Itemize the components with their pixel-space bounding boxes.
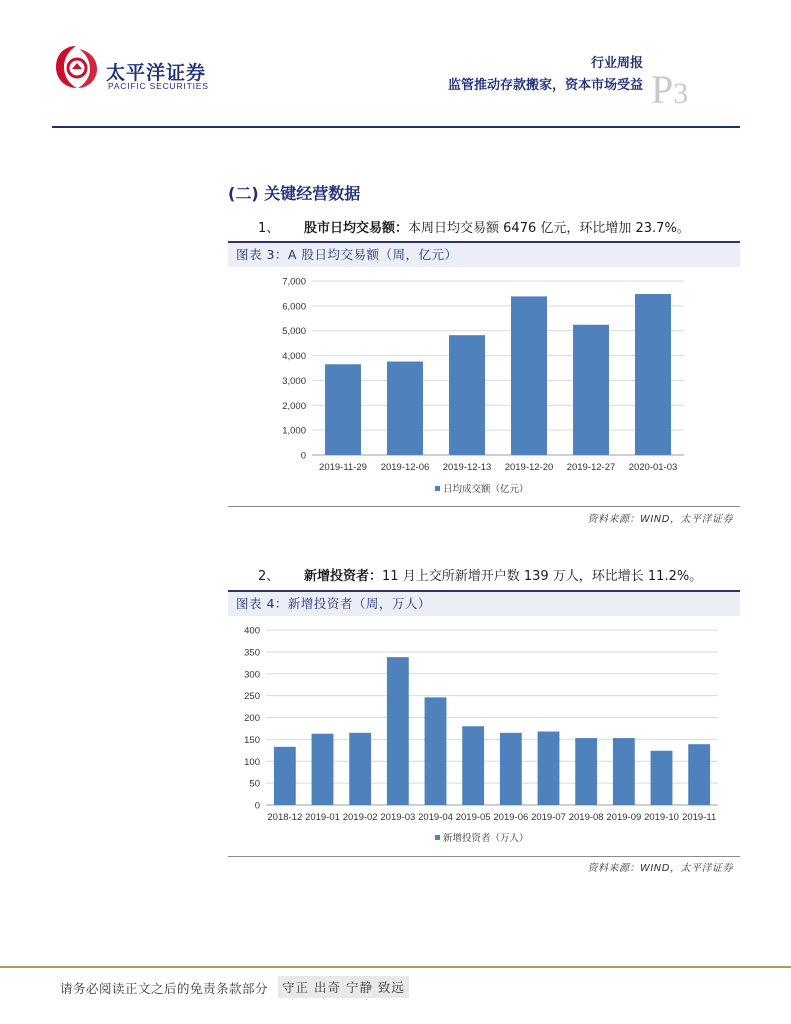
y-tick-label: 3,000 — [282, 375, 306, 387]
bar — [274, 747, 296, 805]
legend-label: 日均成交额（亿元） — [443, 484, 529, 495]
y-tick-label: 50 — [249, 778, 260, 790]
x-tick-label: 2019-10 — [644, 812, 679, 823]
bar — [511, 296, 547, 455]
legend-swatch — [435, 835, 440, 840]
item-text: 本周日均交易额 6476 亿元，环比增加 23.7%。 — [408, 221, 690, 236]
legend-swatch — [435, 486, 440, 491]
x-tick-label: 2019-09 — [606, 812, 642, 823]
y-tick-label: 400 — [244, 625, 260, 637]
page-number — [651, 66, 688, 113]
y-tick-label: 1,000 — [282, 425, 306, 437]
x-tick-label: 2019-12-20 — [504, 462, 554, 473]
bar — [573, 325, 609, 455]
figure-4-chart — [228, 617, 740, 853]
y-tick-label: 200 — [244, 713, 260, 724]
bar — [575, 738, 597, 805]
x-tick-label: 2019-05 — [455, 812, 491, 823]
y-tick-label: 2,000 — [282, 400, 306, 412]
bar — [425, 697, 447, 805]
legend-label: 新增投资者（万人） — [443, 833, 529, 844]
y-tick-label: 6,000 — [282, 301, 306, 313]
x-tick-label: 2019-12-06 — [380, 462, 430, 473]
bar — [449, 335, 485, 455]
bar — [462, 726, 484, 805]
x-tick-label: 2019-04 — [418, 812, 453, 823]
x-tick-label: 2019-07 — [531, 812, 566, 823]
y-tick-label: 0 — [300, 450, 306, 462]
figure-4-source: 资料来源：WIND，太平洋证券 — [587, 863, 733, 874]
pacific-securities-logo-icon — [52, 43, 100, 91]
x-tick-label: 2020-01-03 — [628, 462, 678, 473]
brand-name-en: PACIFIC SECURITIES — [108, 81, 209, 91]
header-divider — [52, 126, 740, 128]
bar — [312, 734, 334, 805]
company-motto: 守正 出奇 宁静 致远 — [278, 976, 409, 998]
x-tick-label: 2019-08 — [568, 812, 604, 823]
y-tick-label: 250 — [244, 691, 260, 703]
section-title: (二) 关键经营数据 — [228, 184, 361, 203]
item-label: 股市日均交易额： — [304, 221, 409, 236]
x-tick-label: 2019-12-27 — [566, 462, 616, 473]
page-letter: P — [651, 67, 674, 112]
y-tick-label: 7,000 — [282, 276, 306, 288]
bar — [349, 733, 371, 805]
x-tick-label: 2019-03 — [380, 812, 416, 823]
figure-3-bottom-rule — [228, 506, 740, 507]
x-tick-label: 2019-11 — [682, 812, 717, 823]
y-tick-label: 300 — [244, 669, 260, 681]
y-tick-label: 100 — [244, 756, 260, 768]
x-tick-label: 2018-12 — [267, 812, 303, 823]
x-tick-label: 2019-01 — [305, 812, 340, 823]
figure-4-bottom-rule — [228, 856, 740, 857]
figure-4-caption: 图表 4：新增投资者（周，万人） — [228, 592, 740, 616]
report-type: 行业周报 — [590, 56, 643, 71]
figure-3-source: 资料来源：WIND，太平洋证券 — [587, 514, 733, 525]
y-tick-label: 5,000 — [282, 326, 306, 338]
brand-name-cn: 太平洋证券 — [106, 62, 207, 84]
bar — [500, 733, 522, 805]
figure-3-caption: 图表 3：A 股日均交易额（周，亿元） — [228, 243, 740, 267]
y-tick-label: 4,000 — [282, 351, 306, 363]
item-number: 2、 — [258, 569, 280, 584]
bar — [538, 732, 560, 806]
item-daily-turnover — [258, 217, 690, 236]
page-digit: 3 — [673, 77, 689, 110]
bar — [613, 738, 635, 805]
item-label: 新增投资者： — [304, 569, 383, 584]
disclaimer-note: 请务必阅读正文之后的免责条款部分 — [60, 981, 269, 996]
item-text: 11 月上交所新增开户数 139 万人，环比增长 11.2%。 — [382, 569, 703, 584]
x-tick-label: 2019-12-13 — [442, 462, 492, 473]
x-tick-label: 2019-02 — [342, 812, 378, 823]
bar — [635, 294, 671, 455]
bar — [651, 751, 673, 805]
item-new-investors — [258, 565, 702, 584]
y-tick-label: 150 — [244, 734, 260, 746]
item-number: 1、 — [258, 221, 280, 236]
y-tick-label: 0 — [254, 800, 260, 812]
bar — [688, 744, 710, 805]
report-title: 监管推动存款搬家，资本市场受益 — [447, 78, 643, 93]
x-tick-label: 2019-11-29 — [319, 462, 367, 473]
bar — [387, 657, 409, 805]
page-header — [0, 0, 791, 132]
bar — [325, 364, 361, 455]
x-tick-label: 2019-06 — [493, 812, 529, 823]
figure-3-chart — [228, 268, 740, 504]
bar — [387, 362, 423, 455]
footer-divider — [0, 966, 791, 968]
y-tick-label: 350 — [244, 647, 260, 659]
